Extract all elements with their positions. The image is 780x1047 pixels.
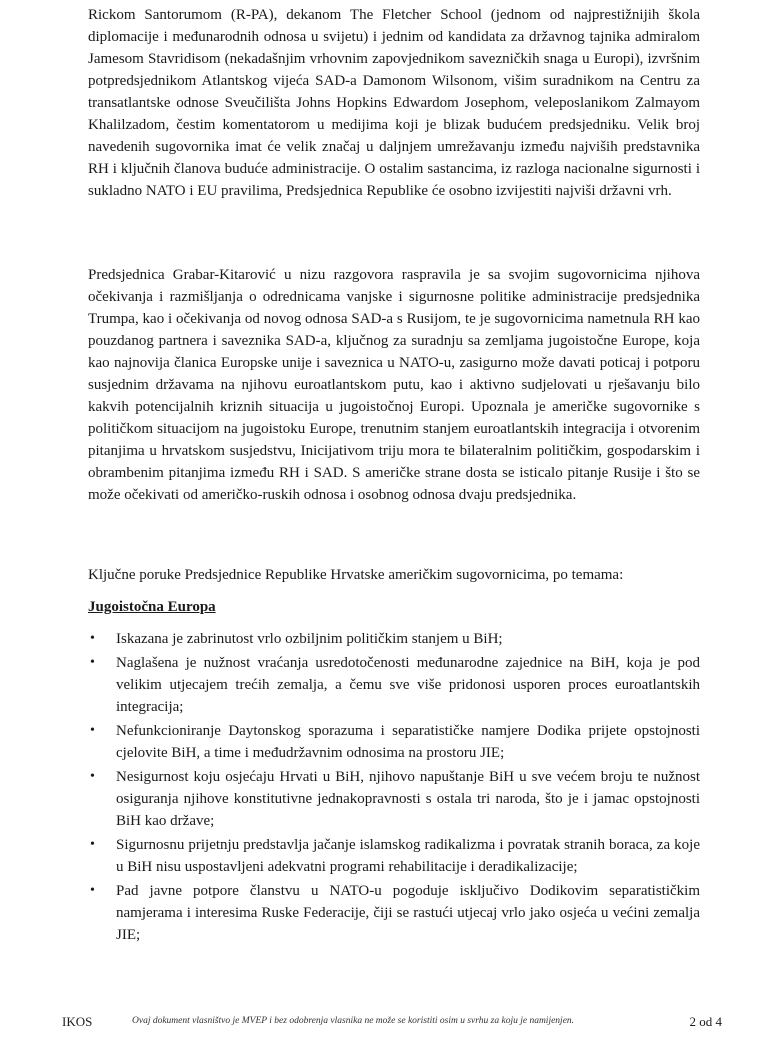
- bullet-icon: •: [90, 837, 95, 852]
- bullet-icon: •: [90, 655, 95, 670]
- list-item: [88, 628, 700, 650]
- bullet-icon: •: [90, 769, 95, 784]
- page-footer: [62, 1014, 722, 1034]
- page-number: 2 od 4: [689, 1014, 722, 1029]
- bullet-list: [88, 628, 700, 948]
- paragraph-1: Rickom Santorumom (R-PA), dekanom The Fletcher School (jednom od najprestižnijih škola diplomacije i međunarodnih odnosa u svijetu) i jednim od kandidata za državnog tajnika admiralom Jamesom Stavridisom (nekadašnjim vrhovnim zapovjednikom savezničkih snaga u Europi), izvršnim potpredsjednikom Atlantskog vijeća SAD-a Damonom Wilsonom, višim suradnikom na Centru za transatlantske odnose Sveučilišta Johns Hopkins Edwardom Josephom, veleposlanikom Zalmayom Khalilzadom, čestim komentatorom u medijima koji je blizak budućem predsjedniku. Velik broj navedenih sugovornika imat će velik značaj u daljnjem umrežavanju između najviših predstavnika RH i ključnih članova buduće administracije. O ostalim sastancima, iz razloga nacionalne sigurnosti i sukladno NATO i EU pravilima, Predsjednica Republike će osobno izvijestiti najviši državni vrh.: [88, 7, 700, 199]
- paragraph-2: Predsjednica Grabar-Kitarović u nizu razgovora raspravila je sa svojim sugovornicima njihova očekivanja i razmišljanja o odrednicama vanjske i sigurnosne politike administracije predsjednika Trumpa, kao i očekivanja od novog odnosa SAD-a s Rusijom, te je sugovornicima nametnula RH kao pouzdanog partnera i saveznika SAD-a, ključnog za suradnju sa zemljama jugoistočne Europe, koja kao najnovija članica Europske unije i saveznica u NATO-u, zasigurno može davati poticaj i potporu susjednim državama na njihovu euroatlantskom putu, kao i aktivno sudjelovati u rješavanju bilo kakvih potencijalnih kriznih situacija u jugoistočnoj Europi. Upoznala je američke sugovornike s političkom situacijom na jugoistoku Europe, trenutnim stanjem euroatlantskih integracija i otvorenim pitanjima u hrvatskom susjedstvu, Inicijativom triju mora te bilateralnim političkim, gospodarskim i obrambenim pitanjima između RH i SAD. S američke strane dosta se isticalo pitanje Rusije i što se može očekivati od američko-ruskih odnosa i osobnog odnosa dvaju predsjednika.: [88, 267, 700, 503]
- list-item-text: Nesigurnost koju osjećaju Hrvati u BiH, njihovo napuštanje BiH u sve većem broju te nužnost osiguranja njihove konstitutivne jednakopravnosti s ostala tri naroda, što je i jamac opstojnosti BiH kao države;: [116, 769, 700, 829]
- list-item-text: Iskazana je zabrinutost vrlo ozbiljnim političkim stanjem u BiH;: [116, 631, 503, 647]
- list-item: [88, 720, 700, 764]
- bullet-icon: •: [90, 631, 95, 646]
- list-item: [88, 652, 700, 718]
- footer-org-label: IKOS: [62, 1014, 93, 1029]
- paragraph-3: Ključne poruke Predsjednice Republike Hrvatske američkim sugovornicima, po temama:: [88, 567, 624, 583]
- list-item-text: Sigurnosnu prijetnju predstavlja jačanje islamskog radikalizma i povratak stranih boraca, za koje u BiH nisu uspostavljeni adekvatni programi rehabilitacije i deradikalizacije;: [116, 837, 700, 875]
- bullet-icon: •: [90, 883, 95, 898]
- section-heading: Jugoistočna Europa: [88, 599, 216, 615]
- list-item: [88, 766, 700, 832]
- list-item-text: Nefunkcioniranje Daytonskog sporazuma i separatističke namjere Dodika prijete opstojnosti cjelovite BiH, a time i međudržavnim odnosima na prostoru JIE;: [116, 723, 700, 761]
- list-item-text: Naglašena je nužnost vraćanja usredotočenosti međunarodne zajednice na BiH, koja je pod velikim utjecajem trećih zemalja, a čemu sve više pridonosi usporen proces euroatlantskih integracija;: [116, 655, 700, 715]
- list-item: [88, 834, 700, 878]
- footer-ownership-notice: Ovaj dokument vlasništvo je MVEP i bez odobrenja vlasnika ne može se koristiti osim u svrhu za koju je namijenjen.: [132, 1016, 575, 1026]
- list-item: [88, 880, 700, 946]
- list-item-text: Pad javne potpore članstvu u NATO-u pogoduje isključivo Dodikovim separatističkim namjerama i interesima Ruske Federacije, čiji se rastući utjecaj vrlo jako osjeća u većini zemalja JIE;: [116, 883, 700, 943]
- bullet-icon: •: [90, 723, 95, 738]
